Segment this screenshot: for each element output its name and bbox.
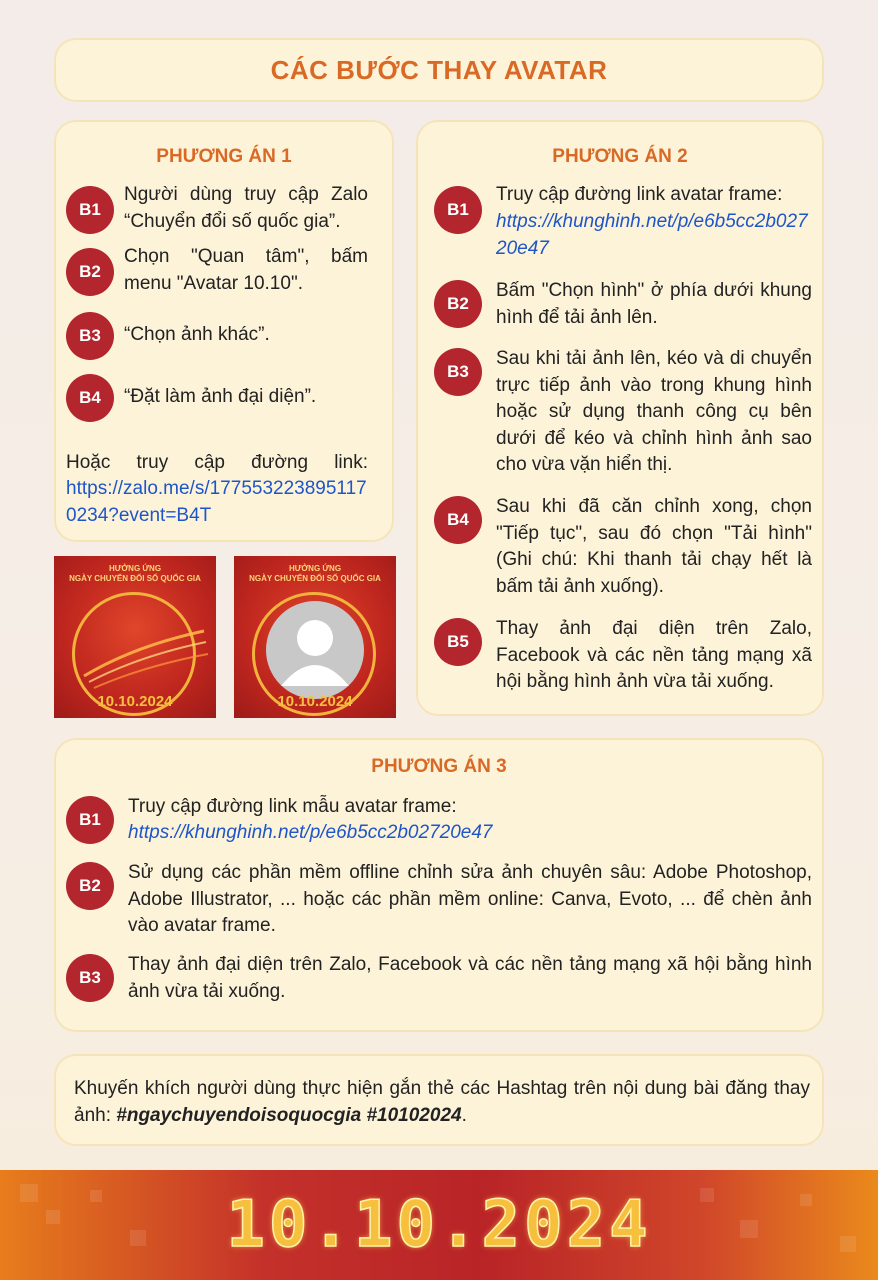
note-end: . bbox=[461, 1104, 467, 1126]
option3-step2-badge: B2 bbox=[66, 862, 114, 910]
image-date: 10.10.2024 bbox=[97, 693, 173, 710]
option3-step1-link[interactable]: https://khunghinh.net/p/e6b5cc2b02720e47 bbox=[128, 822, 493, 843]
option1-step1-badge: B1 bbox=[66, 186, 114, 234]
option1-heading: PHƯƠNG ÁN 1 bbox=[156, 146, 292, 167]
user-placeholder-icon bbox=[265, 600, 365, 700]
hashtag-note-card bbox=[54, 1054, 824, 1146]
brand-line1: HƯỞNG ỨNG bbox=[288, 564, 342, 573]
hashtag-note-text bbox=[74, 1076, 810, 1129]
hashtags: #ngaychuyendoisoquocgia #10102024 bbox=[116, 1104, 462, 1126]
option1-step2-badge: B2 bbox=[66, 248, 114, 296]
avatar-frame-with-placeholder-image bbox=[234, 556, 396, 718]
image-date: 10.10.2024 bbox=[277, 693, 353, 710]
title-card bbox=[54, 38, 824, 102]
option2-step5-text: Thay ảnh đại diện trên Zalo, Facebook và các nền tảng mạng xã hội bằng hình ảnh vừa tải xuống. bbox=[496, 618, 812, 692]
option2-heading: PHƯƠNG ÁN 2 bbox=[552, 146, 688, 167]
option3-heading: PHƯƠNG ÁN 3 bbox=[371, 756, 507, 777]
option2-step5-badge: B5 bbox=[434, 618, 482, 666]
option2-card bbox=[416, 120, 824, 716]
option1-step4-badge: B4 bbox=[66, 374, 114, 422]
note-text: Khuyến khích người dùng thực hiện gắn thẻ các Hashtag trên nội dung bài đăng thay ảnh: bbox=[74, 1078, 810, 1126]
brand-line1: HƯỞNG ỨNG bbox=[108, 564, 162, 573]
option1-step3-text: “Chọn ảnh khác”. bbox=[124, 324, 270, 345]
option1-step4-text: “Đặt làm ảnh đại diện”. bbox=[124, 386, 317, 407]
footer-banner bbox=[0, 1170, 878, 1280]
option2-step4-text: Sau khi đã căn chỉnh xong, chọn "Tiếp tục", sau đó chọn "Tải hình" (Ghi chú: Khi thanh tải chạy hết là bấm tải ảnh xuống). bbox=[496, 496, 812, 597]
option1-step2-text: Chọn "Quan tâm", bấm menu "Avatar 10.10". bbox=[124, 246, 368, 294]
brand-line2: NGÀY CHUYỂN ĐỔI SỐ QUỐC GIA bbox=[249, 574, 381, 583]
option1-step3-badge: B3 bbox=[66, 312, 114, 360]
option2-step4-badge: B4 bbox=[434, 496, 482, 544]
option3-step3-text: Thay ảnh đại diện trên Zalo, Facebook và các nền tảng mạng xã hội bằng hình ảnh vừa tải xuống. bbox=[128, 954, 812, 1002]
option3-card bbox=[54, 738, 824, 1032]
option2-step1-badge: B1 bbox=[434, 186, 482, 234]
option2-step3-badge: B3 bbox=[434, 348, 482, 396]
option3-step1-badge: B1 bbox=[66, 796, 114, 844]
option1-alt-text: Hoặc truy cập đường link: bbox=[66, 452, 368, 473]
option2-step2-text: Bấm "Chọn hình" ở phía dưới khung hình để tải ảnh lên. bbox=[496, 280, 812, 328]
option1-step1-text: Người dùng truy cập Zalo “Chuyển đổi số quốc gia”. bbox=[124, 184, 368, 232]
brand-line2: NGÀY CHUYỂN ĐỔI SỐ QUỐC GIA bbox=[69, 574, 201, 583]
option3-step3-badge: B3 bbox=[66, 954, 114, 1002]
avatar-frame-sample-image bbox=[54, 556, 216, 718]
option3-step1-text: Truy cập đường link mẫu avatar frame: bbox=[128, 796, 457, 817]
option1-alt-link[interactable]: https://zalo.me/s/1775532238951170234?event=B4T bbox=[66, 478, 367, 526]
option1-card bbox=[54, 120, 394, 542]
option2-step1-link[interactable]: https://khunghinh.net/p/e6b5cc2b02720e47 bbox=[496, 211, 808, 259]
option2-step1-text: Truy cập đường link avatar frame: bbox=[496, 184, 783, 205]
page-title: CÁC BƯỚC THAY AVATAR bbox=[270, 54, 608, 85]
option3-step2-text: Sử dụng các phần mềm offline chỉnh sửa ảnh chuyên sâu: Adobe Photoshop, Adobe Illustrator, ... hoặc các phần mềm online: Canva, Evoto, ... để chèn ảnh vào avatar frame. bbox=[128, 862, 812, 936]
option2-step2-badge: B2 bbox=[434, 280, 482, 328]
footer-date: 10.10.2024 bbox=[226, 1188, 652, 1262]
option2-step3-text: Sau khi tải ảnh lên, kéo và di chuyển trực tiếp ảnh vào trong khung hình hoặc sử dụng thanh công cụ bên dưới để kéo và chỉnh hình ảnh sao cho vừa vặn hiển thị. bbox=[496, 348, 812, 475]
